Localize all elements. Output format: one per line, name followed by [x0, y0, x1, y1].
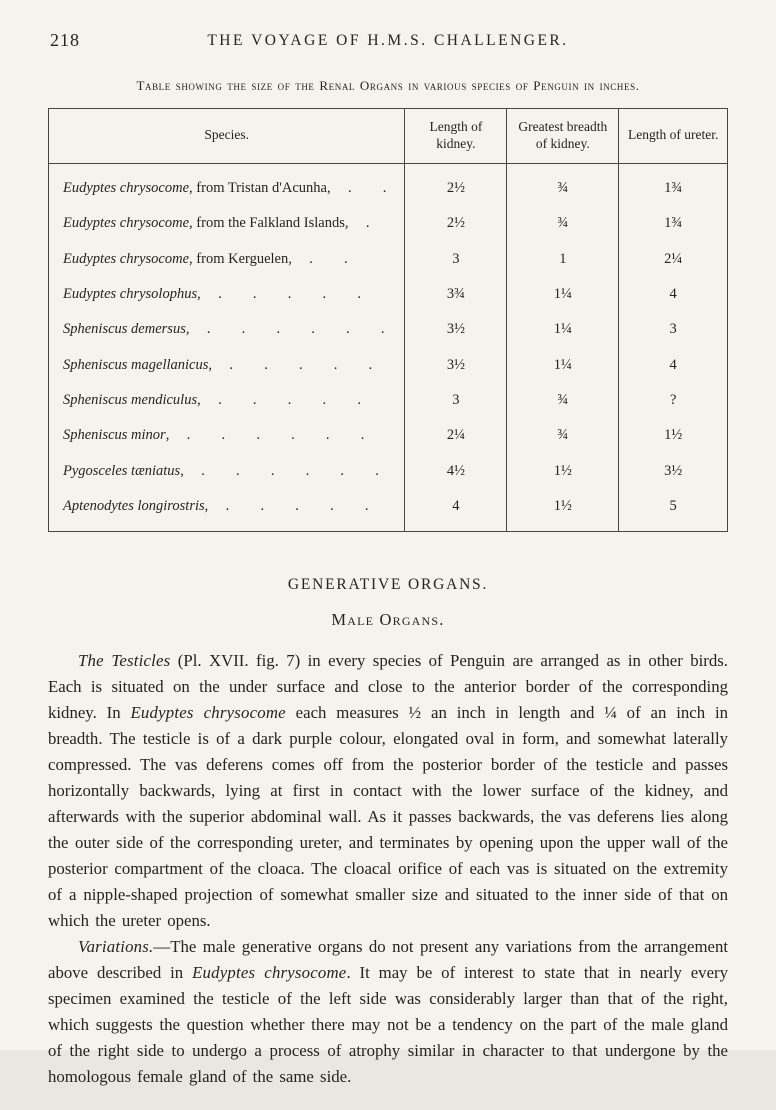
kidney-breadth-value: ¾	[507, 163, 619, 206]
table-row	[49, 383, 728, 418]
kidney-length-value: 3½	[405, 312, 507, 347]
species-name: Eudyptes chrysocome	[63, 215, 190, 232]
text-run: —The male generative organs do not present any variations from the arrangement above described in	[48, 937, 728, 983]
kidney-length-value: 2½	[405, 163, 507, 206]
italic-text: Eudyptes chrysocome	[192, 963, 347, 983]
species-name: Spheniscus mendiculus	[63, 392, 198, 408]
leader-dots: . . . . .	[218, 392, 361, 408]
ureter-length-value: 4	[619, 347, 728, 382]
kidney-breadth-value: ¾	[507, 206, 619, 241]
leader-dots: . .	[309, 250, 348, 267]
kidney-breadth-value: 1¼	[507, 347, 619, 382]
section-heading-male-organs: Male Organs.	[331, 610, 445, 630]
species-name: Spheniscus demersus	[63, 321, 186, 338]
table-caption: Table showing the size of the Renal Organs in various species of Penguin in inches.	[136, 78, 640, 93]
kidney-length-value: 3¾	[405, 277, 507, 312]
species-locality: ,	[197, 392, 201, 408]
species-name: Pygosceles tæniatus	[63, 462, 181, 479]
ureter-length-value: ?	[619, 383, 728, 418]
table-body	[49, 163, 728, 531]
ureter-length-value: 2¼	[619, 241, 728, 276]
body-paragraphs	[48, 648, 728, 1090]
species-locality: ,	[165, 427, 170, 444]
ureter-length-value: 1¾	[619, 206, 728, 241]
species-cell	[49, 454, 405, 489]
leader-dots: . . . . .	[229, 356, 373, 373]
leader-dots: . . . . .	[218, 285, 361, 302]
kidney-breadth-value: ¾	[507, 418, 619, 453]
table-row	[49, 418, 728, 453]
kidney-breadth-value: 1½	[507, 454, 619, 489]
italic-text: Variations.	[78, 937, 154, 957]
species-locality: ,	[208, 356, 213, 373]
kidney-length-value: 3½	[405, 347, 507, 382]
leader-dots: . .	[348, 179, 387, 196]
species-name: Eudyptes chrysocome	[63, 250, 190, 267]
kidney-breadth-value: 1¼	[507, 277, 619, 312]
column-header-kidney-length: Length of kidney.	[405, 109, 507, 164]
table-row	[49, 489, 728, 532]
species-locality: , from Tristan d'Acunha,	[189, 179, 331, 196]
kidney-length-value: 2¼	[405, 418, 507, 453]
running-head	[48, 30, 728, 56]
kidney-breadth-value: 1	[507, 241, 619, 276]
column-header-ureter-length: Length of ureter.	[619, 109, 728, 164]
table-row	[49, 163, 728, 206]
table-row	[49, 454, 728, 489]
species-cell	[49, 206, 405, 241]
ureter-length-value: 1¾	[619, 163, 728, 206]
leader-dots: .	[365, 215, 370, 232]
renal-organs-table	[48, 108, 728, 532]
paragraph	[48, 934, 728, 1090]
leader-dots: . . . . . .	[201, 462, 379, 479]
species-locality: ,	[185, 321, 190, 338]
species-name: Spheniscus minor	[63, 427, 166, 444]
species-locality: ,	[180, 462, 184, 479]
section-heading-generative-organs: GENERATIVE ORGANS.	[287, 576, 489, 594]
species-cell	[49, 277, 405, 312]
running-title: THE VOYAGE OF H.M.S. CHALLENGER.	[207, 32, 569, 49]
text-run: each measures ½ an inch in length and ¼ of an inch in breadth. The testicle is of a dark purple colour, elongated oval in form, and somewhat laterally compressed. The vas deferens comes off from the posterior border of the testicle and passes horizontally backwards, lying at first in contact with the lower surface of the kidney, and afterwards with the superior abdominal wall. As it passes backwards, the vas deferens lies along the outer side of the corresponding ureter, and terminates by opening upon the upper wall of the posterior compartment of the cloaca. The cloacal orifice of each vas is situated on the extremity of a nipple-shaped projection of somewhat smaller size and situated to the inner side of that on which the ureter opens.	[48, 703, 729, 931]
leader-dots: . . . . .	[225, 498, 369, 515]
species-name: Spheniscus magellanicus	[63, 356, 209, 373]
table-row	[49, 206, 728, 241]
table-row	[49, 277, 728, 312]
species-locality: , from the Falkland Islands,	[189, 215, 349, 232]
kidney-breadth-value: 1¼	[507, 312, 619, 347]
species-cell	[49, 312, 405, 347]
kidney-length-value: 3	[405, 241, 507, 276]
species-cell	[49, 163, 405, 206]
column-header-kidney-breadth: Greatest breadth of kidney.	[507, 109, 619, 164]
kidney-length-value: 4½	[405, 454, 507, 489]
italic-text: Eudyptes chrysocome	[130, 703, 286, 723]
species-cell	[49, 418, 405, 453]
table-row	[49, 347, 728, 382]
kidney-breadth-value: 1½	[507, 489, 619, 532]
species-cell	[49, 241, 405, 276]
species-locality: ,	[197, 285, 201, 302]
table-header-row	[49, 109, 728, 164]
species-cell	[49, 383, 405, 418]
species-cell	[49, 489, 405, 532]
ureter-length-value: 3½	[619, 454, 728, 489]
species-name: Eudyptes chrysocome	[63, 179, 190, 196]
text-run: (Pl. XVII. fig. 7) in every species of Penguin are arranged as in other birds. Each is situated on the under surface and close to the anterior border of the corresponding kidney. In	[48, 651, 728, 723]
leader-dots: . . . . . .	[186, 427, 365, 444]
leader-dots: . . . . . .	[206, 321, 385, 338]
paragraph	[48, 648, 728, 934]
species-locality: , from Kerguelen,	[189, 250, 292, 267]
species-name: Eudyptes chrysolophus	[63, 285, 198, 302]
table-row	[49, 241, 728, 276]
text-run: . It may be of interest to state that in nearly every specimen examined the testicle of the left side was considerably larger than that of the right, which suggests the question whether there may not be a tendency on the part of the male gland of the right side to undergo a process of atrophy similar in character to that undergone by the homologous female gland of the same side.	[48, 963, 728, 1087]
ureter-length-value: 1½	[619, 418, 728, 453]
italic-text: The Testicles	[78, 651, 171, 671]
species-cell	[49, 347, 405, 382]
kidney-length-value: 3	[405, 383, 507, 418]
table-header	[49, 109, 728, 164]
ureter-length-value: 5	[619, 489, 728, 532]
ureter-length-value: 3	[619, 312, 728, 347]
ureter-length-value: 4	[619, 277, 728, 312]
species-locality: ,	[204, 498, 209, 515]
species-name: Aptenodytes longirostris	[63, 498, 205, 515]
kidney-length-value: 2½	[405, 206, 507, 241]
column-header-species: Species.	[49, 109, 405, 164]
table-row	[49, 312, 728, 347]
page-number: 218	[50, 30, 80, 50]
kidney-breadth-value: ¾	[507, 383, 619, 418]
kidney-length-value: 4	[405, 489, 507, 532]
